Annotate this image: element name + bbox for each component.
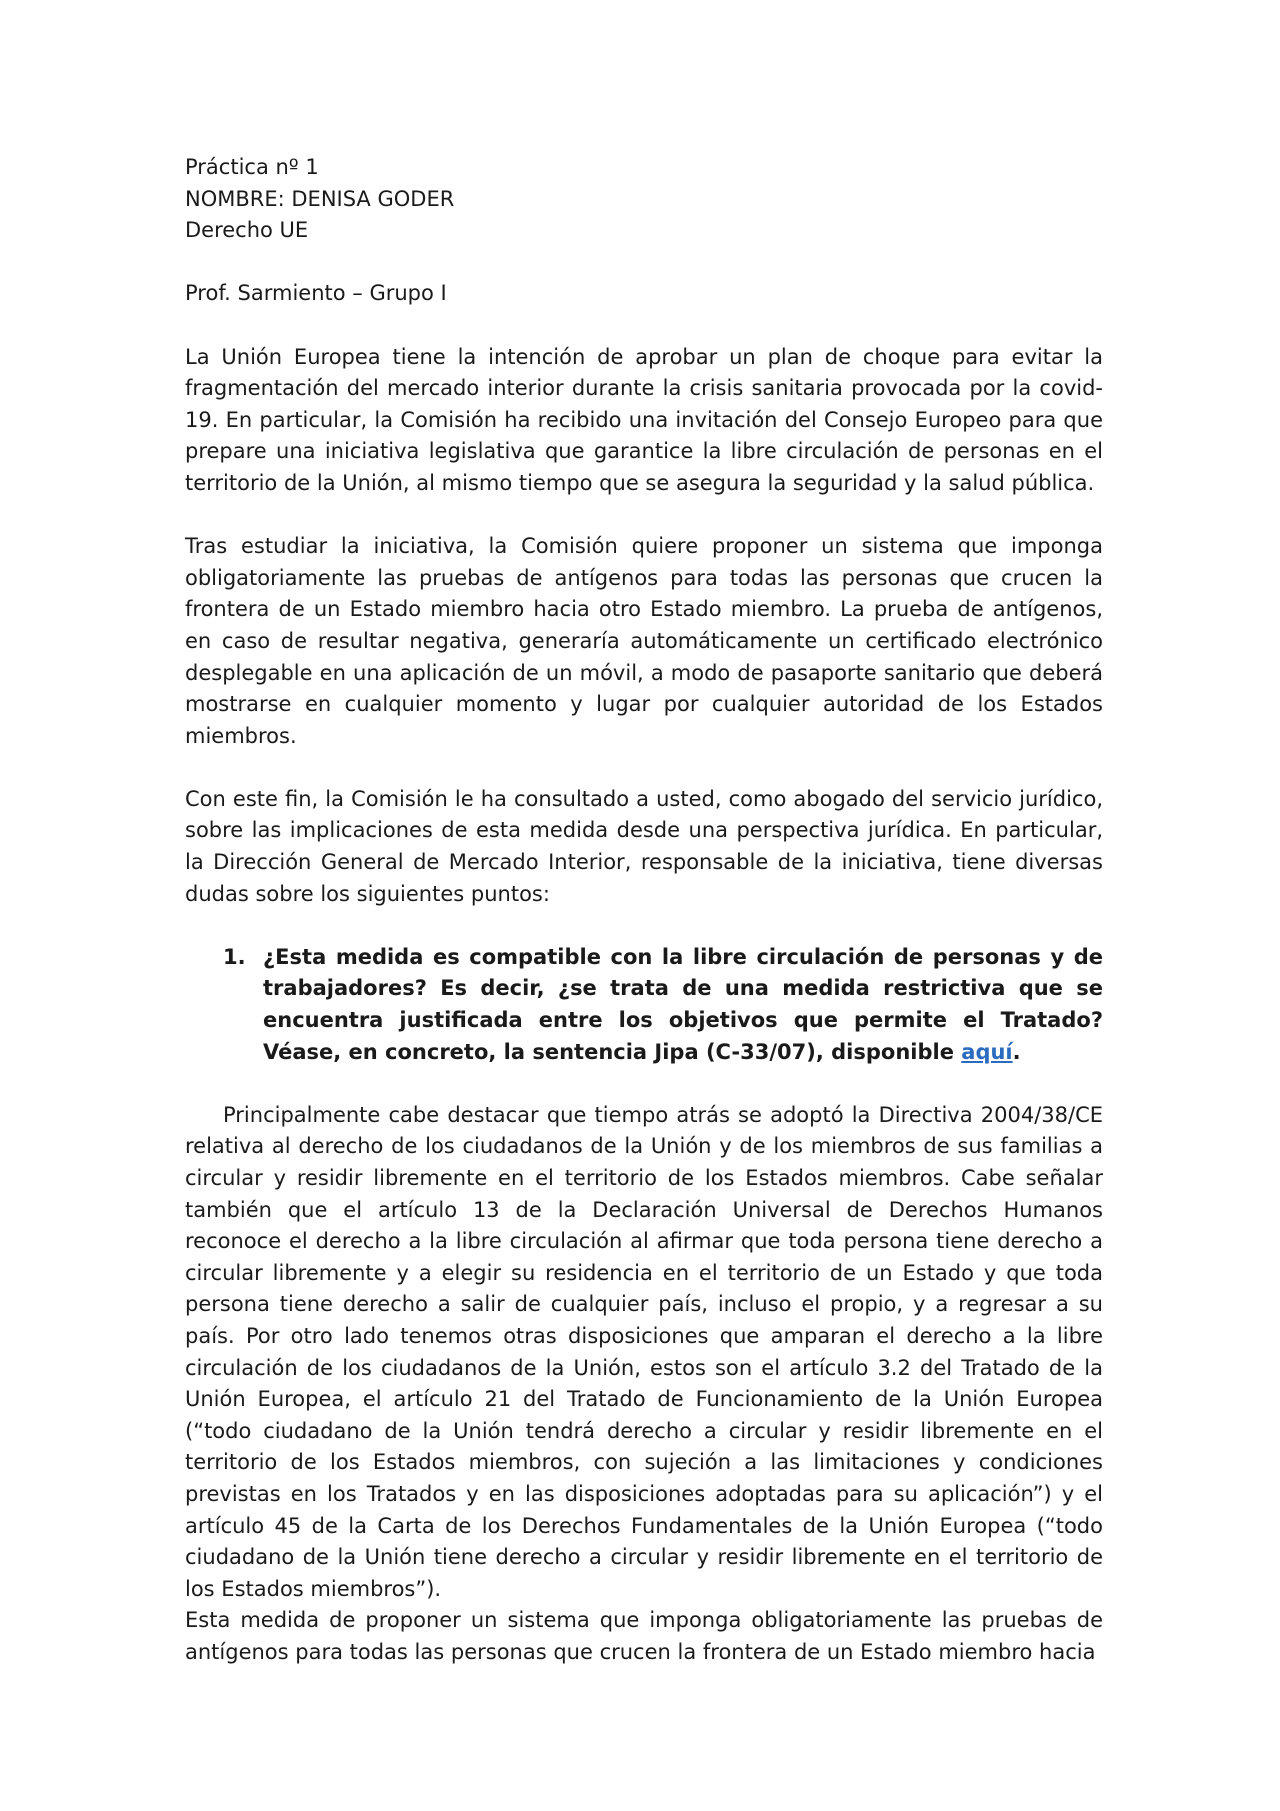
- spacer: [185, 500, 1103, 532]
- subject-name: Derecho UE: [185, 218, 309, 243]
- student-name: NOMBRE: DENISA GODER: [185, 186, 455, 211]
- practice-title: Práctica nº 1: [185, 155, 319, 179]
- paragraph-proposal: Tras estudiar la iniciativa, la Comisión quiere proponer un sistema que imponga obligatoriamente las pruebas de antígenos para todas las personas que crucen la frontera de un Estado miembro hacia otro Estado miembro. La prueba de antígenos, en caso de resultar negativa, generaría automáticamente un certificado electrónico desplegable en una aplicación de un móvil, a modo de pasaporte sanitario que deberá mostrarse en cualquier momento y lugar por cualquier autoridad de los Estados miembros.: [185, 534, 1103, 748]
- spacer: [185, 752, 1103, 784]
- question-list-item: [185, 942, 1103, 1068]
- question-end: .: [1012, 1039, 1021, 1064]
- question-text: [263, 942, 1103, 1068]
- jipa-judgment-link[interactable]: aquí: [961, 1039, 1013, 1064]
- paragraph-measure: Esta medida de proponer un sistema que imponga obligatoriamente las pruebas de antígenos para todas las personas que crucen la frontera de un Estado miembro hacia: [185, 1608, 1103, 1664]
- spacer: [185, 247, 1103, 279]
- document-page: [185, 152, 1103, 1669]
- spacer: [185, 1068, 1103, 1100]
- paragraph-consultation: Con este fin, la Comisión le ha consultado a usted, como abogado del servicio jurídico, sobre las implicaciones de esta medida desde una perspectiva jurídica. En particular, la Dirección General de Mercado Interior, responsable de la iniciativa, tiene diversas dudas sobre los siguientes puntos:: [185, 786, 1103, 906]
- spacer: [185, 310, 1103, 342]
- paragraph-intro: La Unión Europea tiene la intención de aprobar un plan de choque para evitar la fragmentación del mercado interior durante la crisis sanitaria provocada por la covid-19. En particular, la Comisión ha recibido una invitación del Consejo Europeo para que prepare una iniciativa legislativa que garantice la libre circulación de personas en el territorio de la Unión, al mismo tiempo que se asegura la seguridad y la salud pública.: [185, 344, 1103, 495]
- professor-group: Prof. Sarmiento – Grupo I: [185, 281, 447, 306]
- question-body: ¿Esta medida es compatible con la libre circulación de personas y de trabajadores? Es decir, ¿se trata de una medida restrictiva que se encuentra justificada entre los objetivos que permite el Tratado? Véase, en concreto, la sentencia Jipa (C-33/07), disponible: [263, 944, 1103, 1064]
- question-number: 1.: [223, 944, 246, 969]
- paragraph-answer: Principalmente cabe destacar que tiempo atrás se adoptó la Directiva 2004/38/CE relativa al derecho de los ciudadanos de la Unión y de los miembros de sus familias a circular y residir libremente en el territorio de los Estados miembros. Cabe señalar también que el artículo 13 de la Declaración Universal de Derechos Humanos reconoce el derecho a la libre circulación al afirmar que toda persona tiene derecho a circular libremente y a elegir su residencia en el territorio de un Estado y que toda persona tiene derecho a salir de cualquier país, incluso el propio, y a regresar a su país. Por otro lado tenemos otras disposiciones que amparan el derecho a la libre circulación de los ciudadanos de la Unión, estos son el artículo 3.2 del Tratado de la Unión Europea, el artículo 21 del Tratado de Funcionamiento de la Unión Europea (“todo ciudadano de la Unión tendrá derecho a circular y residir libremente en el territorio de los Estados miembros, con sujeción a las limitaciones y condiciones previstas en los Tratados y en las disposiciones adoptadas para su aplicación”) y el artículo 45 de la Carta de los Derechos Fundamentales de la Unión Europea (“todo ciudadano de la Unión tiene derecho a circular y residir libremente en el territorio de los Estados miembros”).: [185, 1102, 1103, 1601]
- spacer: [185, 910, 1103, 942]
